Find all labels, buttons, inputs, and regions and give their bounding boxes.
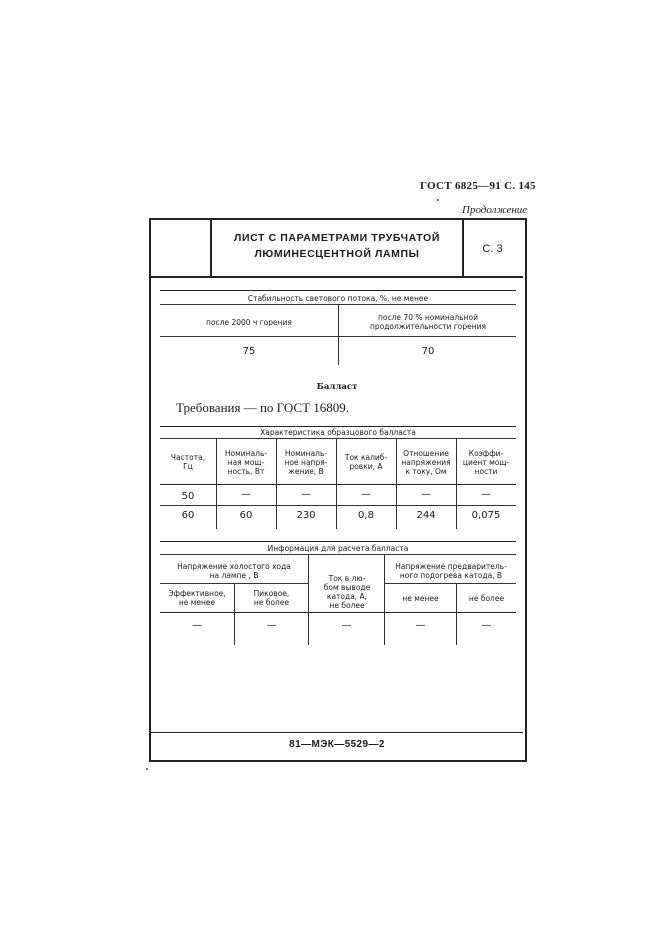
calc-effective-label	[160, 589, 234, 607]
chars-header-frequency-line2: Гц	[183, 462, 193, 471]
chars-row1-voltage: —	[301, 489, 311, 500]
chars-header-line	[160, 484, 516, 485]
calc-current-label	[310, 574, 384, 610]
ballast-heading: Балласт	[316, 382, 358, 392]
chars-row2-voltage: 230	[296, 510, 316, 521]
stability-col2-label-line1: после 70 % номинальной	[378, 313, 478, 322]
chars-header-ratio-line1: Отношение	[403, 449, 449, 458]
stability-header-line	[160, 336, 516, 337]
calc-peak-label	[235, 589, 308, 607]
chars-row2-current: 0,8	[358, 510, 374, 521]
chars-header-ratio	[396, 449, 456, 476]
chars-caption-line	[160, 438, 516, 439]
calc-current-line3: катода, А,	[326, 592, 368, 601]
calc-current-line2: бом выводе	[323, 583, 371, 592]
chars-header-voltage-line1: Номиналь-	[284, 449, 328, 458]
chars-row1-ratio: —	[421, 489, 431, 500]
sheet-number: С. 3	[482, 243, 503, 255]
chars-row2-ratio: 244	[416, 510, 436, 521]
chars-header-current-line1: Ток калиб-	[344, 453, 388, 462]
calc-header-line	[160, 612, 516, 613]
chars-header-power-line3: ность, Вт	[227, 467, 265, 476]
calc-row-current: —	[341, 620, 352, 631]
chars-row1-frequency: 50	[181, 491, 195, 502]
chars-header-power-line1: Номиналь-	[224, 449, 268, 458]
stability-col2-value: 70	[421, 346, 435, 357]
stability-col2-label-line2: продолжительности горения	[369, 322, 487, 331]
chars-header-power-factor	[456, 449, 516, 476]
chars-header-current-line2: ровки, А	[349, 462, 383, 471]
chars-header-power-line2: ная мощ-	[227, 458, 265, 467]
calc-min-label: не менее	[402, 594, 439, 603]
calc-group2-sub-line	[385, 583, 516, 584]
calc-group1-sub-line	[160, 583, 308, 584]
calc-row-peak: —	[266, 620, 277, 631]
stability-caption: Стабильность светового потока, %, не менее	[247, 294, 429, 303]
chars-top-line	[160, 426, 516, 427]
chars-header-voltage	[276, 449, 336, 476]
chars-header-power-factor-line3: ности	[474, 467, 498, 476]
document-code: ГОСТ 6825—91 С. 145	[420, 180, 536, 192]
chars-caption: Характеристика образцового балласта	[260, 428, 416, 437]
calc-group1-label	[160, 562, 308, 580]
scan-speck	[146, 768, 148, 770]
chars-header-ratio-line2: напряжения	[401, 458, 451, 467]
calc-caption: Информация для расчета балласта	[267, 544, 409, 553]
calc-vline-left-group	[308, 555, 309, 645]
calc-row-max: —	[481, 620, 492, 631]
chars-header-frequency	[160, 453, 216, 471]
stability-top-line	[160, 290, 516, 291]
calc-peak-line1: Пиковое,	[253, 589, 290, 598]
chars-header-voltage-line2: ное напря-	[284, 458, 328, 467]
stability-divider	[338, 305, 339, 365]
calc-effective-line1: Эффективное,	[168, 589, 226, 598]
calc-group2-line1: Напряжение предваритель-	[395, 562, 507, 571]
chars-row1-current: —	[361, 489, 371, 500]
calc-group1-line1: Напряжение холостого хода	[177, 562, 291, 571]
footer-code: 81—МЭК—5529—2	[289, 739, 385, 750]
calc-effective-line2: не менее	[178, 598, 216, 607]
chars-row2-power: 60	[239, 510, 253, 521]
chars-header-power-factor-line2: циент мощ-	[462, 458, 510, 467]
chars-header-power	[216, 449, 276, 476]
calc-group2-label	[386, 562, 516, 580]
calc-group2-line2: ного подогрева катода, В	[399, 571, 503, 580]
calc-current-line1: Ток в лю-	[328, 574, 366, 583]
stability-col1-label: после 2000 ч горения	[206, 318, 292, 327]
chars-row2-frequency: 60	[181, 510, 195, 521]
chars-row-separator	[160, 505, 516, 506]
calc-group1-line2: на лампе , В	[209, 571, 259, 580]
calc-caption-line	[160, 554, 516, 555]
calc-current-line4: не более	[329, 601, 365, 610]
ballast-requirements: Требования — по ГОСТ 16809.	[176, 400, 350, 415]
stability-col2-label	[340, 313, 516, 331]
sheet-title-line1: ЛИСТ С ПАРАМЕТРАМИ ТРУБЧАТОЙ	[234, 232, 440, 244]
continuation-label: Продолжение	[462, 204, 528, 216]
sheet-title-line2: ЛЮМИНЕСЦЕНТНОЙ ЛАМПЫ	[254, 248, 420, 260]
stability-col1-value: 75	[242, 346, 256, 357]
chars-header-frequency-line1: Частота,	[170, 453, 206, 462]
chars-header-ratio-line3: к току, Ом	[405, 467, 447, 476]
calc-peak-line2: не более	[253, 598, 290, 607]
chars-row1-power-factor: —	[481, 489, 491, 500]
chars-header-current	[336, 453, 396, 471]
header-bottom-line	[151, 276, 523, 278]
footer-rule	[151, 732, 523, 733]
sheet-title	[212, 230, 462, 262]
calc-top-line	[160, 541, 516, 542]
chars-row2-power-factor: 0,075	[471, 510, 501, 521]
chars-row1-power: —	[241, 489, 251, 500]
calc-row-effective: —	[192, 620, 202, 631]
chars-header-power-factor-line1: Коэффи-	[468, 449, 504, 458]
scan-speck	[437, 199, 439, 201]
chars-header-voltage-line3: жение, В	[288, 467, 324, 476]
calc-row-min: —	[415, 620, 426, 631]
calc-max-label: не более	[468, 594, 505, 603]
